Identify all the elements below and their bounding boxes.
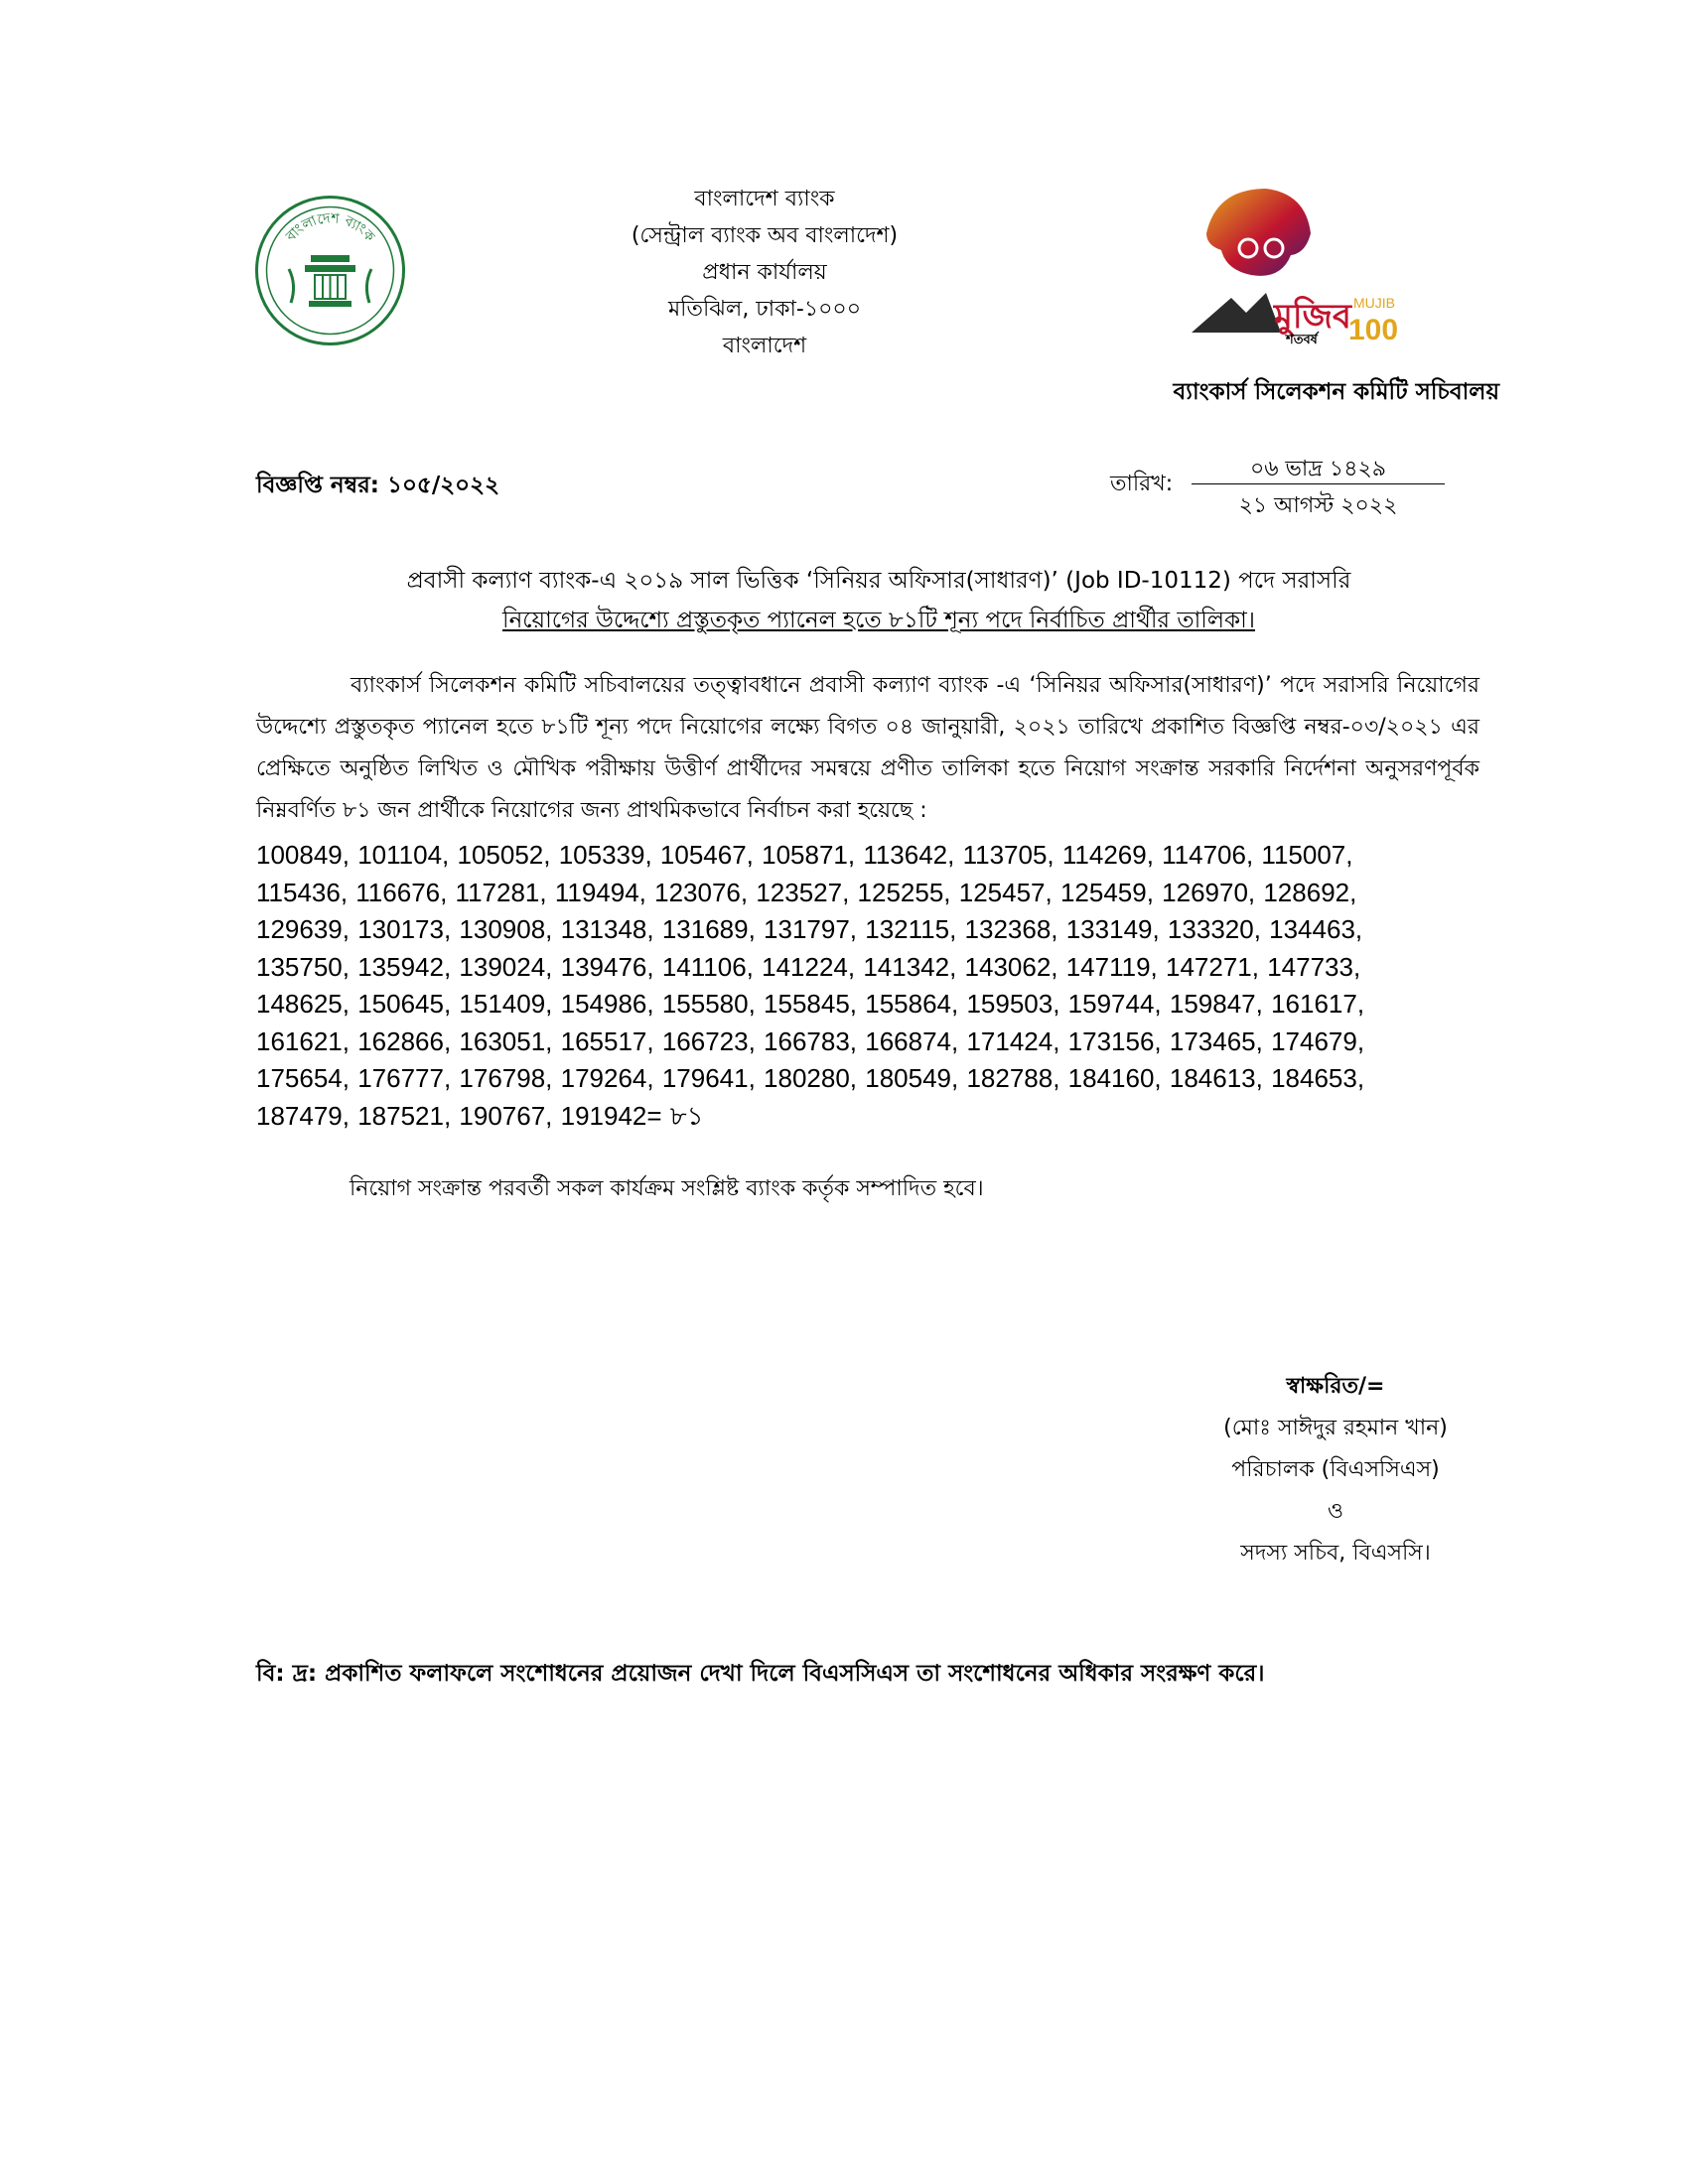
issuer-address — [596, 181, 933, 364]
signature-block — [1172, 1366, 1499, 1574]
roll-line: 161621, 162866, 163051, 165517, 166723, 166783, 166874, 171424, 173156, 173465, 174679, — [256, 1025, 1365, 1056]
notice-number: বিজ্ঞপ্তি নম্বর: ১০৫/২০২২ — [256, 473, 500, 498]
roll-line: 100849, 101104, 105052, 105339, 105467, 105871, 113642, 113705, 114269, 114706, 115007, — [256, 840, 1353, 870]
body-paragraph: ব্যাংকার্স সিলেকশন কমিটি সচিবালয়ের তত্ত্বাবধানে প্রবাসী কল্যাণ ব্যাংক -এ ‘সিনিয়র অফিসার(সাধারণ)’ পদে সরাসরি নিয়োগের উদ্দেশ্যে প্রস্তুতকৃত প্যানেল হতে ৮১টি শূন্য পদে নিয়োগের লক্ষ্যে বিগত ০৪ জানুয়ারী, ২০২১ তারিখে প্রকাশিত বিজ্ঞপ্তি নম্বর-০৩/২০২১ এর প্রেক্ষিতে অনুষ্ঠিত লিখিত ও মৌখিক পরীক্ষায় উত্তীর্ণ প্রার্থীদের সমন্বয়ে প্রণীত তালিকা হতে নিয়োগ সংক্রান্ত সরকারি নির্দেশনা অনুসরণপূর্বক নিম্নবর্ণিত ৮১ জন প্রার্থীকে নিয়োগের জন্য প্রাথমিকভাবে নির্বাচন করা হয়েছে : — [256, 673, 1479, 823]
signatory-title: পরিচালক (বিএসসিএস) — [1231, 1457, 1440, 1482]
roll-line: 135750, 135942, 139024, 139476, 141106, 141224, 141342, 143062, 147119, 147271, 147733, — [256, 951, 1361, 982]
followup-text: নিয়োগ সংক্রান্ত পরবর্তী সকল কার্যক্রম সংশ্লিষ্ট ব্যাংক কর্তৃক সম্পাদিত হবে। — [350, 1176, 984, 1201]
roll-line: 115436, 116676, 117281, 119494, 123076, 123527, 125255, 125457, 125459, 126970, 128692, — [256, 877, 1357, 907]
org-line: (সেন্ট্রাল ব্যাংক অব বাংলাদেশ) — [631, 223, 899, 248]
selected-roll-list — [256, 837, 1487, 1135]
roll-line: 187479, 187521, 190767, 191942= ৮১ — [256, 1100, 704, 1131]
mujib-num-text: 100 — [1348, 314, 1399, 346]
org-line: মতিঝিল, ঢাকা-১০০০ — [667, 297, 862, 322]
roll-line: 148625, 150645, 151409, 154986, 155580, 155845, 155864, 159503, 159744, 159847, 161617, — [256, 989, 1365, 1019]
svg-text:বাংলাদেশ ব্যাংক: বাংলাদেশ ব্যাংক — [283, 210, 378, 245]
mujib-bn-sub-text: শতবর্ষ — [1286, 333, 1318, 347]
signatory-member: সদস্য সচিব, বিএসসি। — [1240, 1541, 1431, 1566]
signatory-name: (মোঃ সাঈদুর রহমান খান) — [1223, 1416, 1448, 1440]
roll-line: 175654, 176777, 176798, 179264, 179641, 180280, 180549, 182788, 184160, 184613, 184653, — [256, 1063, 1365, 1093]
org-line: বাংলাদেশ — [722, 334, 807, 358]
roll-line: 129639, 130173, 130908, 131348, 131689, 131797, 132115, 132368, 133149, 133320, 134463, — [256, 914, 1363, 944]
mujib-en-text: MUJIB — [1353, 295, 1395, 311]
mujib-bn-text: মুজিব — [1274, 297, 1351, 337]
bangladesh-bank-logo — [253, 194, 407, 347]
date-bengali: ০৬ ভাদ্র ১৪২৯ — [1249, 457, 1387, 481]
org-line: বাংলাদেশ ব্যাংক — [694, 187, 835, 211]
date-divider — [1192, 483, 1445, 484]
date-label: তারিখ: — [1110, 472, 1174, 496]
signed-mark: স্বাক্ষরিত/= — [1286, 1374, 1385, 1399]
date-gregorian: ২১ আগস্ট ২০২২ — [1238, 493, 1398, 518]
notice-subject — [298, 561, 1460, 640]
signatory-and: ও — [1327, 1499, 1344, 1524]
org-line: প্রধান কার্যালয় — [702, 260, 827, 285]
footnote: বি: দ্র: প্রকাশিত ফলাফলে সংশোধনের প্রয়োজন দেখা দিলে বিএসসিএস তা সংশোধনের অধিকার সংরক্ষণ করে। — [256, 1661, 1265, 1687]
subject-line: প্রবাসী কল্যাণ ব্যাংক-এ ২০১৯ সাল ভিত্তিক ‘সিনিয়র অফিসার(সাধারণ)’ (Job ID-10112) পদে সরাসরি — [406, 568, 1351, 594]
subject-line: নিয়োগের উদ্দেশ্যে প্রস্তুতকৃত প্যানেল হতে ৮১টি শূন্য পদে নির্বাচিত প্রার্থীর তালিকা। — [501, 608, 1256, 633]
mujib-100-logo — [1187, 179, 1410, 347]
secretariat-name: ব্যাংকার্স সিলেকশন কমিটি সচিবালয় — [1173, 379, 1499, 405]
